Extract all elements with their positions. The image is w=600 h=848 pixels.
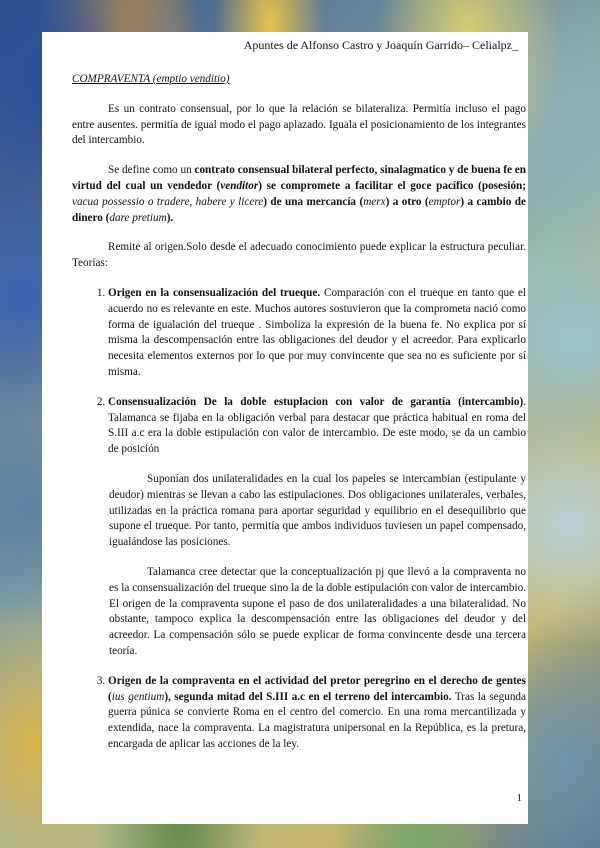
paragraph-1: Es un contrato consensual, por lo que la relación se bilateraliza. Permitía incluso el pago entre ausentes. permitía de igual modo el pago aplazado. Iguala el posicionamiento de los integrantes del intercambio. [72, 102, 526, 147]
paragraph-2: Se define como un contrato consensual bilateral perfecto, sinalagmatico y de buena fe en virtud del cual un vendedor (venditor) se compromete a facilitar el goce pacífico (posesión; vacua possessio o tradere, habere y licere) de una mercancía (merx) a otro (emptor) a cambio de dinero (dare pretium). [72, 164, 526, 224]
list-item: 1. Origen en la consensualización del trueque. Comparación con el trueque en tanto que el acuerdo no es relevante en este. Muchos autores sostuvieron que la comprometa nació como forma de igualación del trueque . Simboliza la expresión de la buena fe. No explica por sí misma la descompensación entre las obligaciones del deudor y el acreedor. Para explicarlo necesita elementos externos por lo que por muy convincente que sea no es suficiente por sí misma. [108, 286, 526, 381]
page-header: Apuntes de Alfonso Castro y Joaquín Garrido– Celialpz_ [243, 38, 518, 52]
page-number: 1 [516, 792, 522, 804]
document-body [72, 72, 526, 753]
theories-list-cont [72, 674, 526, 753]
list-item: 3. Origen de la compraventa en el actividad del pretor peregrino en el derecho de gentes (ius gentium), segunda mitad del S.III a.c en el terreno del intercambio. Tras la segunda guerra púnica se convierte Roma en el centro del comercio. En una roma mercantilizada y extendida, nace la compraventa. La magistratura unipersonal en la República, es la pretura, encargada de aplicar las acciones de la ley. [108, 674, 526, 753]
paragraph-3: Remite al origen.Solo desde el adecuado conocimiento puede explicar la estructura peculiar. Teorías: [72, 241, 526, 270]
section-title: COMPRAVENTA (emptio venditio) [72, 73, 230, 85]
sub-paragraph-2: Talamanca cree detectar que la conceptualización pj que llevó a la compraventa no es la consensualización del trueque sino la de la doble estipulación con valor de intercambio. El origen de la compraventa supone el paso de dos unilateralidades a una bilateralidad. No obstante, tampoco explica la descompensación entre las obligaciones del deudor y del acreedor. La compensación sólo se puede explicar de forma convincente desde una tercera teoría. [109, 565, 526, 657]
list-item: 2. Consensualización De la doble estuplacion con valor de garantía (intercambio). Talamanca se fijaba en la obligación verbal para destacar que práctica habitual en roma del S.III a.c era la doble estipulación con valor de intercambio. De este modo, se da un cambio de posición [108, 395, 526, 458]
sub-paragraph-1: Suponían dos unilateralidades en la cual los papeles se intercambian (estipulante y deudor) mientras se llevan a cabo las estipulaciones. Dos obligaciones unilaterales, verbales, utilizadas en la práctica romana para aportar seguridad y equilibrio en el desequilibrio que supone el trueque. Por tanto, permitía que ambos individuos tuviesen un papel compensado, igualándose las posiciones. [109, 472, 526, 549]
theories-list [72, 286, 526, 458]
document-page [42, 32, 528, 824]
